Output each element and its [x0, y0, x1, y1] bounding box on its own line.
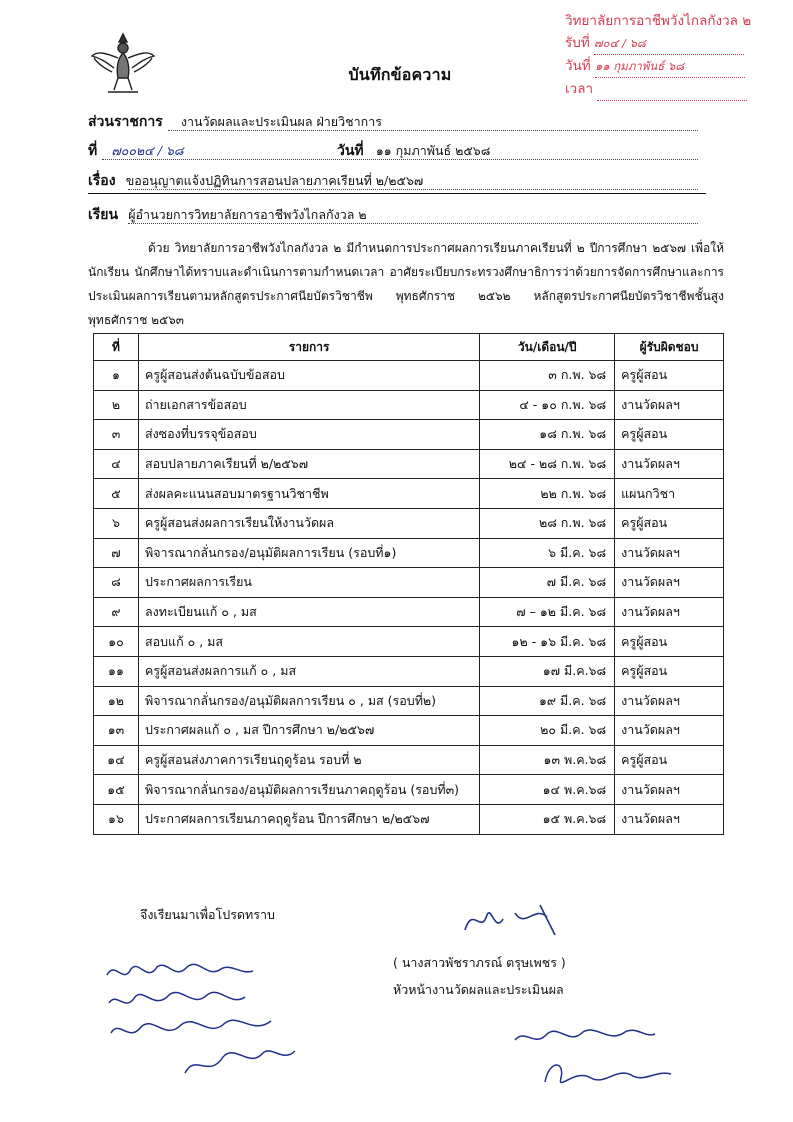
receipt-stamp: [565, 10, 787, 102]
cell-no: ๗: [94, 538, 139, 568]
cell-owner: ครูผู้สอน: [615, 420, 724, 450]
department-label: ส่วนราชการ: [88, 114, 163, 130]
table-row: [94, 804, 724, 834]
handwritten-annotation-left: [95, 955, 335, 1095]
cell-item: ครูผู้สอนส่งผลการแก้ ๐ , มส: [138, 656, 479, 686]
cell-date: ๗ มี.ค. ๖๘: [480, 568, 615, 598]
cell-no: ๑๔: [94, 745, 139, 775]
cell-date: ๒๐ มี.ค. ๖๘: [480, 716, 615, 746]
cell-no: ๙: [94, 597, 139, 627]
stamp-time-label: เวลา: [565, 81, 594, 97]
department-value: งานวัดผลและประเมินผล ฝ่ายวิชาการ: [180, 114, 382, 129]
date-value: ๑๑ กุมภาพันธ์ ๒๕๖๘: [375, 143, 491, 158]
signer-position: หัวหน้างานวัดผลและประเมินผล: [393, 982, 564, 997]
cell-date: ๑๔ พ.ค.๖๘: [480, 775, 615, 805]
closing-text: จึงเรียนมาเพื่อโปรดทราบ: [140, 907, 275, 922]
cell-item: ถ่ายเอกสารข้อสอบ: [138, 390, 479, 420]
table-row: [94, 568, 724, 598]
addressee-label: เรียน: [88, 207, 119, 223]
cell-item: พิจารณากลั่นกรอง/อนุมัติผลการเรียน ๐ , มส (รอบที่๒): [138, 686, 479, 716]
cell-owner: งานวัดผลฯ: [615, 804, 724, 834]
cell-no: ๕: [94, 479, 139, 509]
table-row: [94, 361, 724, 391]
column-header-item: รายการ: [138, 334, 479, 361]
body-paragraph: ด้วย วิทยาลัยการอาชีพวังไกลกังวล ๒ มีกำหนดการประกาศผลการเรียนภาคเรียนที่ ๒ ปีการศึกษา ๒๕๖๗ เพื่อให้นักเรียน นักศึกษาได้ทราบและดำเนินการตามกำหนดเวลา อาศัยระเบียบกระทรวงศึกษาธิการว่าด้วยการจัดการศึกษาและการประเมินผลการเรียนตามหลักสูตรประกาศนียบัตรวิชาชีพ พุทธศักราช ๒๕๖๒ หลักสูตรประกาศนียบัตรวิชาชีพชั้นสูง พุทธศักราช ๒๕๖๓: [88, 241, 724, 327]
cell-no: ๑๖: [94, 804, 139, 834]
table-row: [94, 508, 724, 538]
cell-date: ๑๓ พ.ค.๖๘: [480, 745, 615, 775]
cell-item: ประกาศผลการเรียน: [138, 568, 479, 598]
subject-value: ขออนุญาตแจ้งปฏิทินการสอนปลายภาคเรียนที่ ๒/๒๕๖๗: [125, 173, 424, 188]
column-header-date: วัน/เดือน/ปี: [480, 334, 615, 361]
reference-label: ที่: [88, 143, 98, 159]
cell-date: ๒๒ ก.พ. ๖๘: [480, 479, 615, 509]
cell-owner: งานวัดผลฯ: [615, 597, 724, 627]
cell-owner: งานวัดผลฯ: [615, 686, 724, 716]
signature-scribble: [455, 895, 575, 945]
date-label: วันที่: [337, 143, 364, 159]
cell-owner: งานวัดผลฯ: [615, 449, 724, 479]
cell-item: ครูผู้สอนส่งผลการเรียนให้งานวัดผล: [138, 508, 479, 538]
cell-item: พิจารณากลั่นกรอง/อนุมัติผลการเรียน (รอบที่๑): [138, 538, 479, 568]
cell-item: ครูผู้สอนส่งต้นฉบับข้อสอบ: [138, 361, 479, 391]
cell-owner: ครูผู้สอน: [615, 745, 724, 775]
addressee-value: ผู้อำนวยการวิทยาลัยการอาชีพวังไกลกังวล ๒: [128, 207, 367, 222]
cell-owner: ครูผู้สอน: [615, 656, 724, 686]
table-row: [94, 597, 724, 627]
cell-item: ประกาศผลแก้ ๐ , มส ปีการศึกษา ๒/๒๕๖๗: [138, 716, 479, 746]
cell-item: ลงทะเบียนแก้ ๐ , มส: [138, 597, 479, 627]
stamp-received-value: ๗๐๔ / ๖๘: [594, 32, 744, 55]
table-row: [94, 538, 724, 568]
subject-label: เรื่อง: [88, 173, 116, 189]
handwritten-annotation-right: [505, 1020, 695, 1100]
cell-date: ๑๒ - ๑๖ มี.ค. ๖๘: [480, 627, 615, 657]
table-header-row: [94, 334, 724, 361]
signer-name: ( นางสาวพัชราภรณ์ ตรุษเพชร ): [393, 955, 566, 970]
table-row: [94, 420, 724, 450]
cell-date: ๑๘ ก.พ. ๖๘: [480, 420, 615, 450]
cell-no: ๑๑: [94, 656, 139, 686]
cell-owner: แผนกวิชา: [615, 479, 724, 509]
table-row: [94, 716, 724, 746]
cell-owner: งานวัดผลฯ: [615, 716, 724, 746]
cell-no: ๒: [94, 390, 139, 420]
cell-owner: ครูผู้สอน: [615, 361, 724, 391]
header-divider: [88, 193, 706, 194]
cell-date: ๒๘ ก.พ. ๖๘: [480, 508, 615, 538]
stamp-date-label: วันที่: [565, 58, 591, 74]
cell-date: ๗ – ๑๒ มี.ค. ๖๘: [480, 597, 615, 627]
cell-no: ๑๒: [94, 686, 139, 716]
table-row: [94, 656, 724, 686]
cell-owner: ครูผู้สอน: [615, 508, 724, 538]
stamp-org: วิทยาลัยการอาชีพวังไกลกังวล ๒: [565, 13, 752, 29]
cell-no: ๑๓: [94, 716, 139, 746]
cell-owner: งานวัดผลฯ: [615, 568, 724, 598]
column-header-owner: ผู้รับผิดชอบ: [615, 334, 724, 361]
cell-no: ๑๕: [94, 775, 139, 805]
cell-date: ๓ ก.พ. ๖๘: [480, 361, 615, 391]
cell-owner: ครูผู้สอน: [615, 627, 724, 657]
table-row: [94, 627, 724, 657]
cell-owner: งานวัดผลฯ: [615, 775, 724, 805]
cell-no: ๓: [94, 420, 139, 450]
cell-owner: งานวัดผลฯ: [615, 538, 724, 568]
cell-no: ๘: [94, 568, 139, 598]
cell-no: ๖: [94, 508, 139, 538]
table-row: [94, 745, 724, 775]
cell-date: ๔ - ๑๐ ก.พ. ๖๘: [480, 390, 615, 420]
table-row: [94, 449, 724, 479]
page-title: บันทึกข้อความ: [348, 65, 452, 84]
cell-no: ๑: [94, 361, 139, 391]
cell-date: ๒๔ - ๒๘ ก.พ. ๖๘: [480, 449, 615, 479]
cell-date: ๑๙ มี.ค. ๖๘: [480, 686, 615, 716]
cell-no: ๔: [94, 449, 139, 479]
stamp-received-label: รับที่: [565, 35, 590, 51]
table-row: [94, 479, 724, 509]
reference-value: ๗๐๐๒๔ / ๖๘: [111, 143, 184, 158]
cell-date: ๑๗ มี.ค.๖๘: [480, 656, 615, 686]
schedule-table: [93, 333, 724, 835]
cell-no: ๑๐: [94, 627, 139, 657]
table-row: [94, 390, 724, 420]
cell-item: ครูผู้สอนส่งภาคการเรียนฤดูร้อน รอบที่ ๒: [138, 745, 479, 775]
cell-item: ส่งซองที่บรรจุข้อสอบ: [138, 420, 479, 450]
table-row: [94, 775, 724, 805]
cell-date: ๖ มี.ค. ๖๘: [480, 538, 615, 568]
cell-item: สอบปลายภาคเรียนที่ ๒/๒๕๖๗: [138, 449, 479, 479]
cell-date: ๑๕ พ.ค.๖๘: [480, 804, 615, 834]
cell-item: พิจารณากลั่นกรอง/อนุมัติผลการเรียนภาคฤดูร้อน (รอบที่๓): [138, 775, 479, 805]
garuda-emblem-icon: [88, 28, 158, 98]
cell-owner: งานวัดผลฯ: [615, 390, 724, 420]
column-header-no: ที่: [94, 334, 139, 361]
cell-item: ส่งผลคะแนนสอบมาตรฐานวิชาชีพ: [138, 479, 479, 509]
cell-item: ประกาศผลการเรียนภาคฤดูร้อน ปีการศึกษา ๒/๒๕๖๗: [138, 804, 479, 834]
stamp-date-value: ๑๑ กุมภาพันธ์ ๖๘: [595, 55, 745, 78]
table-row: [94, 686, 724, 716]
cell-item: สอบแก้ ๐ , มส: [138, 627, 479, 657]
